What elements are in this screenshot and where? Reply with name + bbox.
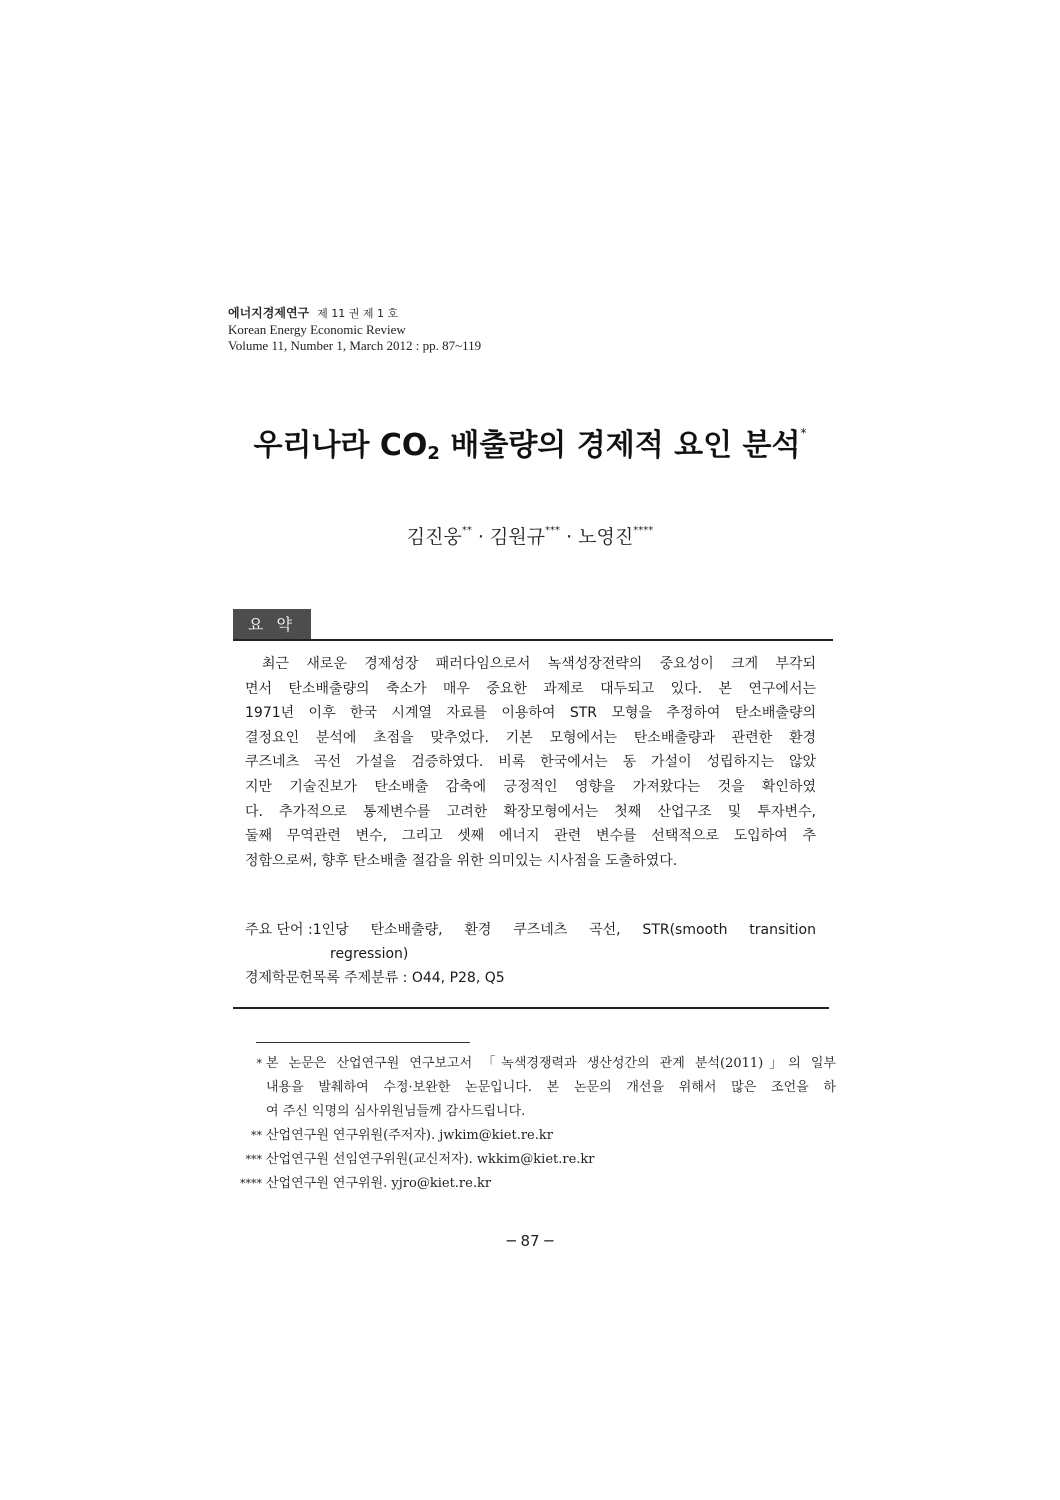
keywords-value-cont: regression)	[330, 946, 409, 962]
footnote-mark: **	[251, 1129, 262, 1142]
footnote-text: 산업연구원 연구위원(주저자). jwkim@kiet.re.kr	[266, 1128, 553, 1143]
abstract-line: 최근 새로운 경제성장 패러다임으로서 녹색성장전략의 중요성이 크게 부각되	[262, 656, 816, 672]
keywords-value: 1인당 탄소배출량, 환경 쿠즈네츠 곡선, STR(smooth transition	[312, 922, 816, 938]
abstract-body	[245, 652, 816, 873]
keywords-block	[245, 918, 816, 990]
footnote-rule	[256, 1042, 470, 1043]
footnote	[228, 1052, 836, 1124]
title-text-post: 배출량의 경제적 요인 분석	[439, 428, 801, 463]
footnote-text: 산업연구원 선임연구위원(교신저자). wkkim@kiet.re.kr	[266, 1152, 595, 1167]
author-mark: ***	[545, 525, 561, 536]
footnote-line: 본 논문은 산업연구원 연구보고서 「녹색경쟁력과 생산성간의 관계 분석(2011)」의 일부	[266, 1056, 836, 1071]
keywords-label: 주요 단어 :	[245, 922, 313, 938]
abstract-line: 쿠즈네츠 곡선 가설을 검증하였다. 비록 한국에서는 동 가설이 성립하지는 않았	[245, 754, 816, 771]
abstract-top-rule	[233, 639, 833, 641]
jel-value: O44, P28, Q5	[411, 970, 505, 986]
footnote-line: 내용을 발췌하여 수정·보완한 논문입니다. 본 논문의 개선을 위해서 많은 조언을 하	[266, 1080, 836, 1095]
author-name: 노영진	[578, 526, 634, 548]
author-list	[0, 522, 1060, 549]
footnote-line: 여 주신 익명의 심사위원님들께 감사드립니다.	[266, 1104, 526, 1119]
abstract-line: 면서 탄소배출량의 축소가 매우 중요한 과제로 대두되고 있다. 본 연구에서는	[245, 680, 816, 697]
journal-header	[228, 305, 481, 354]
footnotes	[228, 1052, 836, 1196]
footnote-text	[266, 1052, 836, 1124]
journal-volume-ko: 제 11 권 제 1 호	[317, 307, 399, 320]
footnote-mark: ***	[245, 1153, 262, 1166]
journal-name-ko: 에너지경제연구	[228, 306, 310, 320]
jel-line	[245, 966, 816, 990]
keywords-line	[245, 918, 816, 942]
jel-label: 경제학문헌목록 주제분류 :	[245, 970, 412, 986]
abstract-line: 1971년 이후 한국 시계열 자료를 이용하여 STR 모형을 추정하여 탄소배출량의	[245, 705, 816, 722]
journal-name-en: Korean Energy Economic Review	[228, 322, 406, 337]
footnote-mark: *	[256, 1057, 262, 1070]
author-name: 김원규	[489, 526, 546, 548]
footnote-text: 산업연구원 연구위원. yjro@kiet.re.kr	[266, 1176, 492, 1191]
abstract-line: 지만 기술진보가 탄소배출 감축에 긍정적인 영향을 가져왔다는 것을 확인하였	[245, 778, 816, 795]
abstract-line: 다. 추가적으로 통제변수를 고려한 확장모형에서는 첫째 산업구조 및 투자변수,	[245, 803, 816, 820]
page-number: ─ 87 ─	[506, 1232, 554, 1250]
footnote-mark: ****	[240, 1177, 262, 1190]
footnote	[228, 1172, 836, 1196]
paper-title	[0, 420, 1060, 464]
title-subscript: 2	[427, 443, 440, 464]
footnote	[228, 1148, 836, 1172]
author-mark: ****	[633, 525, 654, 536]
abstract-heading: 요 약	[233, 609, 311, 640]
title-text-pre: 우리나라 CO	[253, 428, 428, 463]
author-separator: ·	[560, 526, 579, 548]
abstract-bottom-rule	[233, 1007, 829, 1009]
journal-citation: Volume 11, Number 1, March 2012 : pp. 87~119	[228, 338, 482, 353]
author-mark: **	[461, 525, 472, 536]
footnote	[228, 1124, 836, 1148]
abstract-line: 결정요인 분석에 초점을 맞추었다. 기본 모형에서는 탄소배출량과 관련한 환경	[245, 729, 816, 746]
abstract-line: 둘째 무역관련 변수, 그리고 셋째 에너지 관련 변수를 선택적으로 도입하여 추	[245, 828, 816, 845]
title-footnote-mark: *	[800, 426, 807, 440]
journal-name-line	[228, 305, 481, 322]
author-name: 김진웅	[406, 526, 462, 548]
author-separator: ·	[471, 526, 490, 548]
abstract-line: 정함으로써, 향후 탄소배출 절감을 위한 의미있는 시사점을 도출하였다.	[245, 852, 678, 869]
